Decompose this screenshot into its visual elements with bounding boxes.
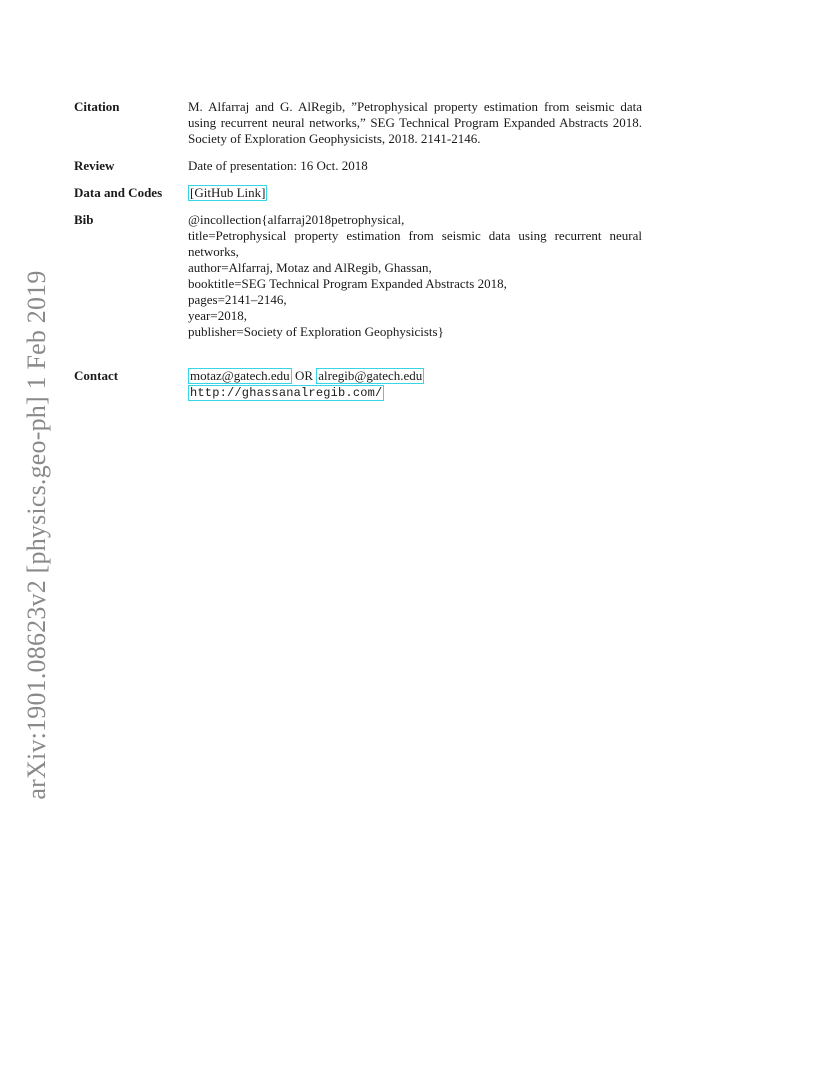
citation-label: Citation: [74, 99, 120, 114]
contact-label: Contact: [74, 368, 119, 383]
website-link[interactable]: http://ghassanalregib.com/: [190, 386, 383, 400]
bib-line: pages=2141–2146,: [188, 292, 287, 307]
contact-separator: OR: [294, 368, 313, 383]
review-label: Review: [74, 158, 115, 173]
bib-entry: [188, 212, 642, 340]
bib-line: networks,: [188, 244, 239, 259]
data-codes-label: Data and Codes: [74, 185, 163, 200]
bib-line: year=2018,: [188, 308, 247, 323]
data-codes-value: [188, 185, 642, 201]
citation-text: M. Alfarraj and G. AlRegib, ”Petrophysical property estimation from seismic data using recurrent neural networks,” SEG Technical Program Expanded Abstracts 2018. Society of Exploration Geophysicists, 2018. 2141-2146.: [188, 99, 642, 146]
bib-line: booktitle=SEG Technical Program Expanded Abstracts 2018,: [188, 276, 507, 291]
contact-value: [188, 368, 642, 401]
email-link-alfarraj[interactable]: motaz@gatech.edu: [190, 368, 290, 383]
bib-label: Bib: [74, 212, 94, 227]
email-link-alregib[interactable]: alregib@gatech.edu: [318, 368, 423, 383]
bib-line: author=Alfarraj, Motaz and AlRegib, Ghassan,: [188, 260, 432, 275]
arxiv-side-stamp: arXiv:1901.08623v2 [physics.geo-ph] 1 Feb 2019: [22, 270, 51, 800]
github-link[interactable]: [GitHub Link]: [190, 185, 266, 200]
review-text: Date of presentation: 16 Oct. 2018: [188, 158, 368, 173]
bib-line: publisher=Society of Exploration Geophysicists}: [188, 324, 444, 339]
bib-line: @incollection{alfarraj2018petrophysical,: [188, 212, 405, 227]
bib-line: title=Petrophysical property estimation from seismic data using recurrent neural: [188, 228, 642, 243]
